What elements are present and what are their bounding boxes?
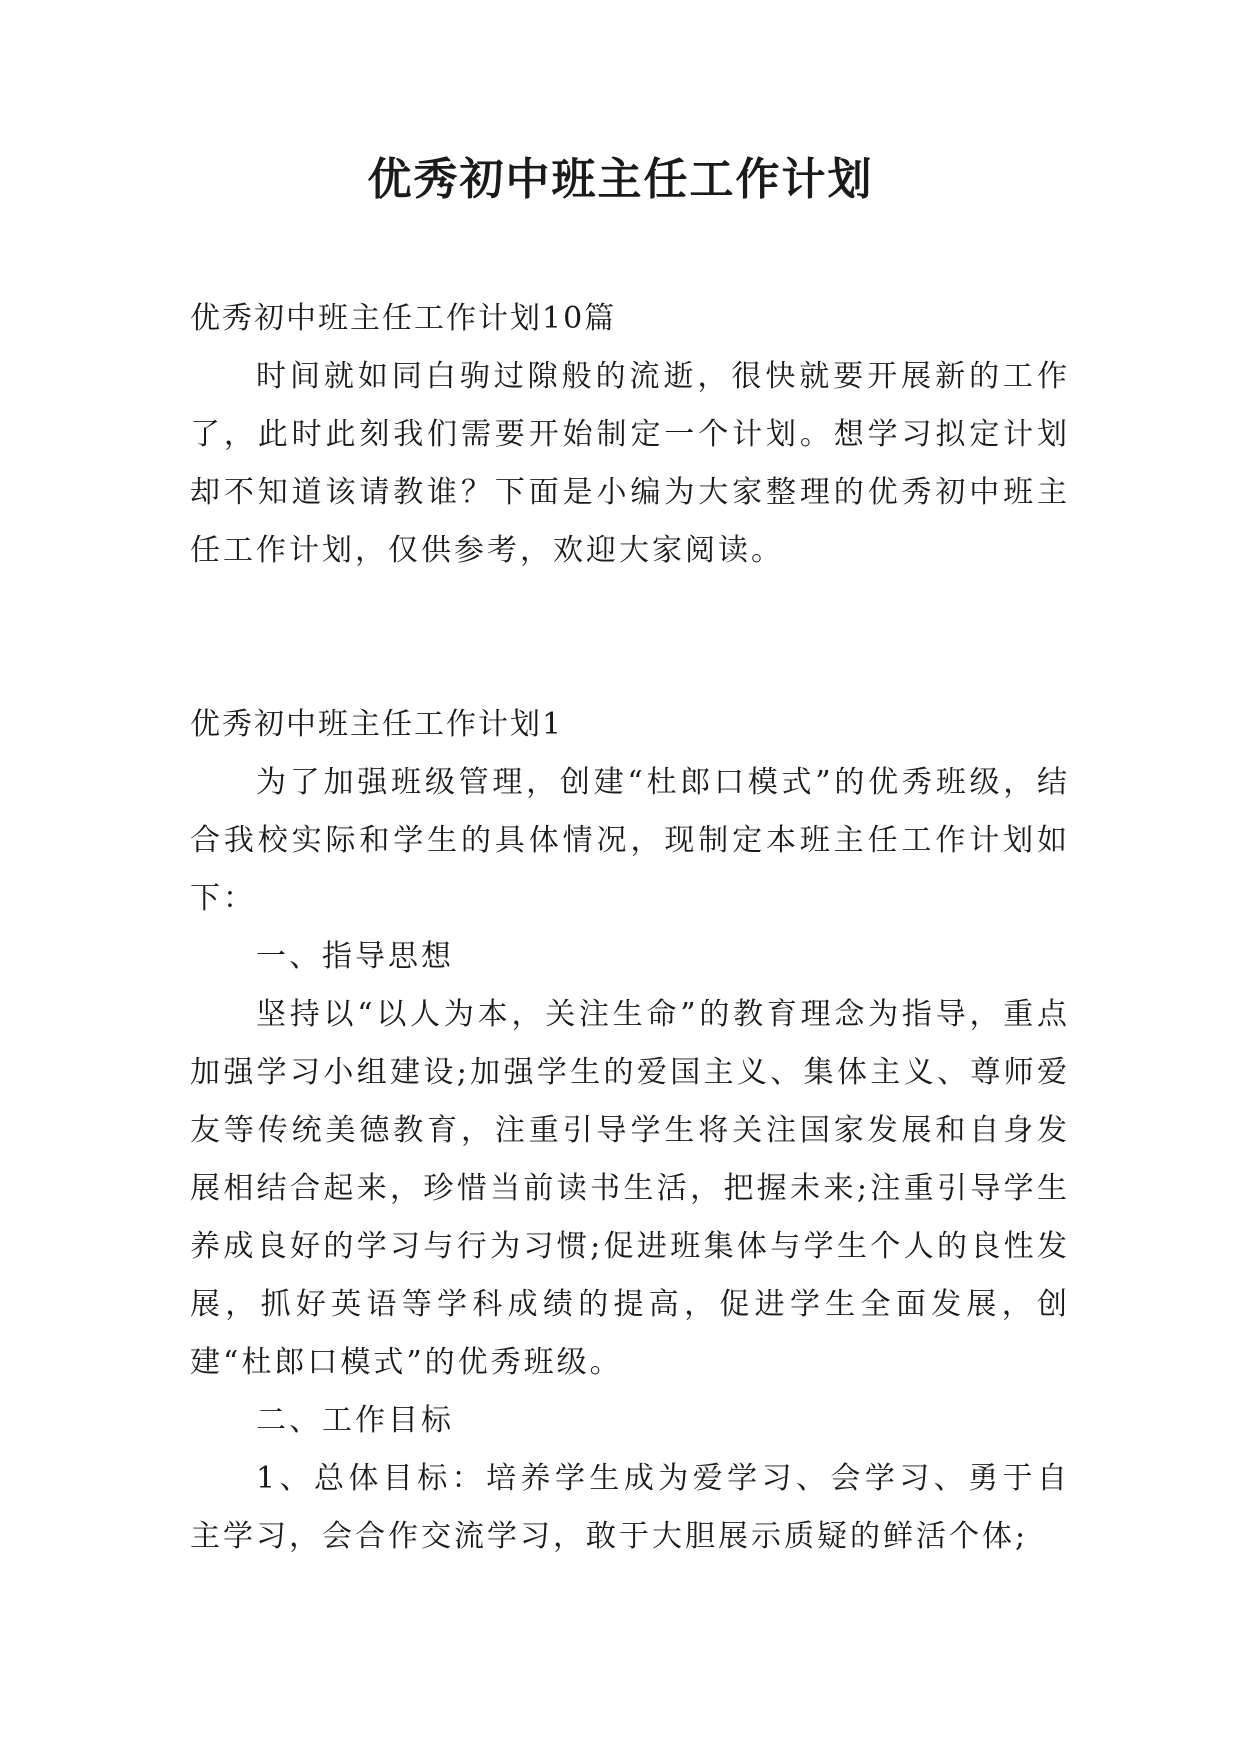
document-subtitle: 优秀初中班主任工作计划10篇 <box>190 301 617 336</box>
guiding-thought-paragraph: 坚持以“以人为本，关注生命”的教育理念为指导，重点加强学习小组建设;加强学生的爱国主义、集体主义、尊师爱友等传统美德教育，注重引导学生将关注国家发展和自身发展相结合起来，珍惜当前读书生活，把握未来;注重引导学生养成良好的学习与行为习惯;促进班集体与学生个人的良性发展，抓好英语等学科成绩的提高，促进学生全面发展，创建“杜郎口模式”的优秀班级。 <box>190 997 1070 1380</box>
section-heading: 优秀初中班主任工作计划1 <box>190 707 564 742</box>
opening-paragraph: 为了加强班级管理，创建“杜郎口模式”的优秀班级，结合我校实际和学生的具体情况，现制定本班主任工作计划如下： <box>190 765 1070 916</box>
part-heading-guiding-thought: 一、指导思想 <box>256 939 454 974</box>
document-body <box>190 290 1070 1566</box>
part-heading-work-goals: 二、工作目标 <box>256 1403 454 1438</box>
document-title: 优秀初中班主任工作计划 <box>367 154 874 205</box>
section-spacer <box>190 580 1070 696</box>
intro-paragraph: 时间就如同白驹过隙般的流逝，很快就要开展新的工作了，此时此刻我们需要开始制定一个计划。想学习拟定计划却不知道该请教谁？下面是小编为大家整理的优秀初中班主任工作计划，仅供参考，欢迎大家阅读。 <box>190 359 1070 568</box>
overall-goal-paragraph: 1、总体目标：培养学生成为爱学习、会学习、勇于自主学习，会合作交流学习，敢于大胆展示质疑的鲜活个体; <box>190 1461 1070 1554</box>
